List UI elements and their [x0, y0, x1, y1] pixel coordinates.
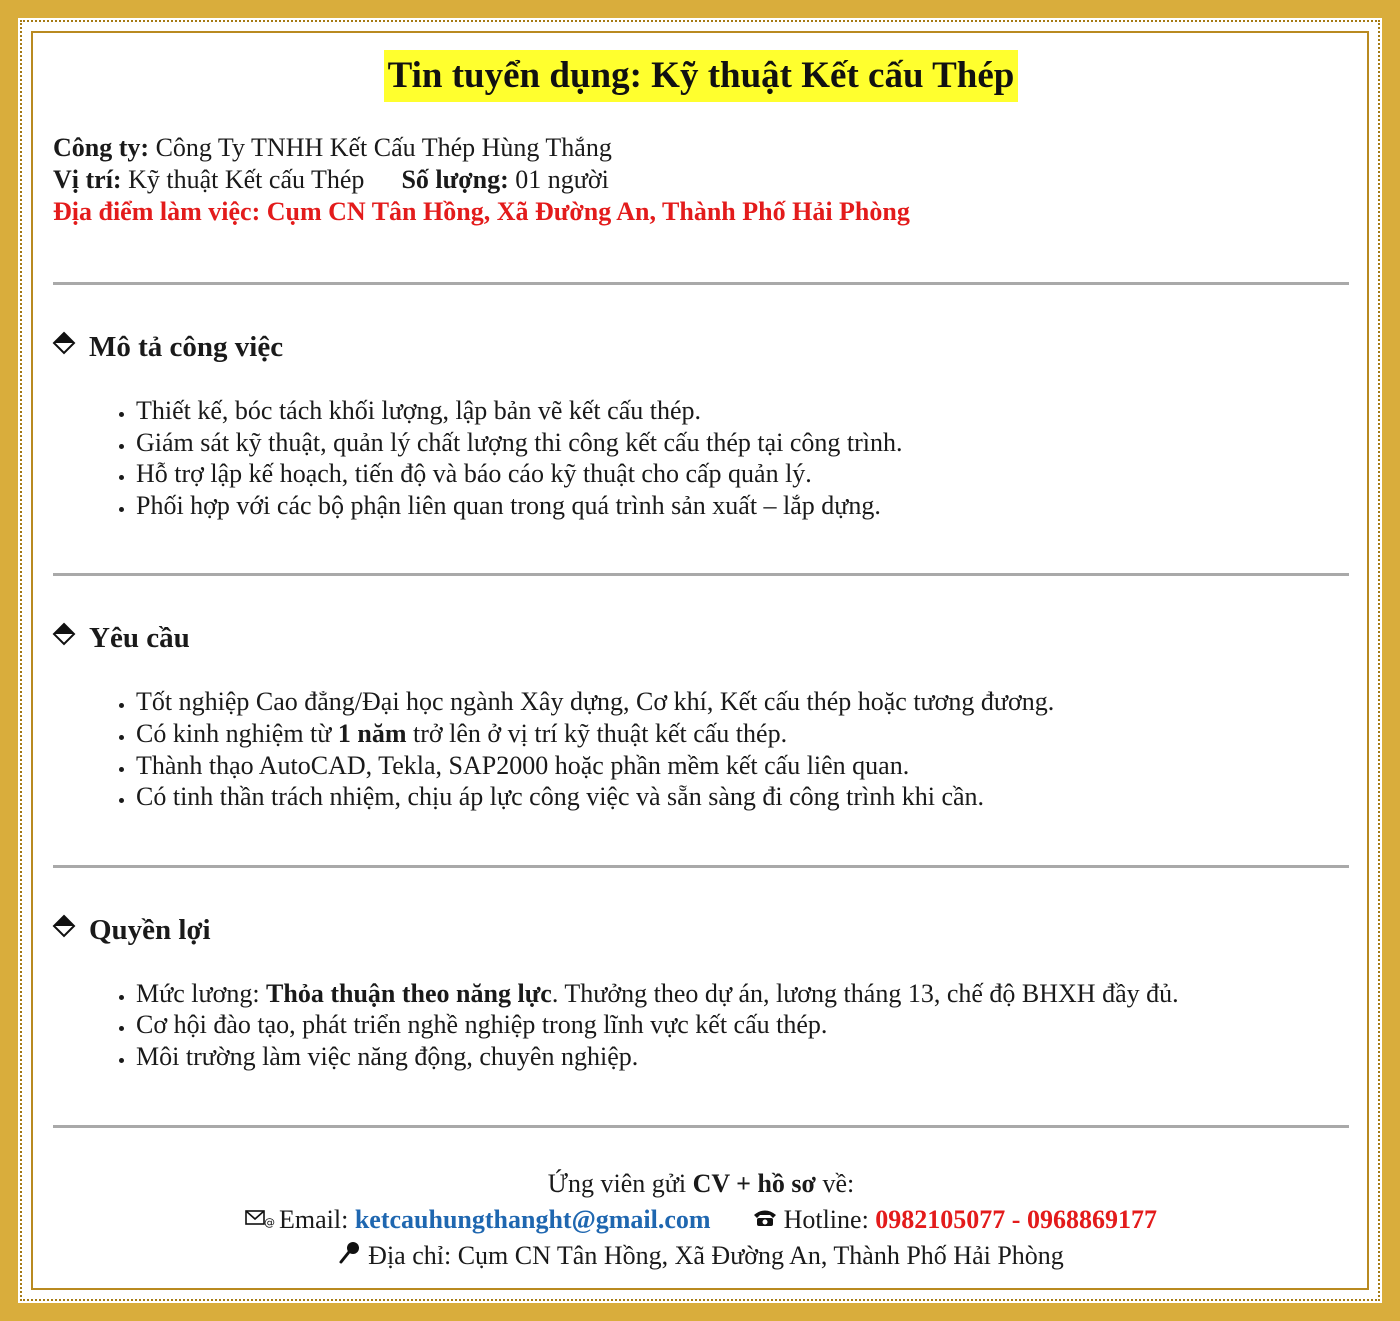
address-line: [53, 1238, 1349, 1274]
list-item: • Môi trường làm việc năng động, chuyên nghiệp.: [136, 1041, 1349, 1073]
list-item: [136, 718, 1349, 750]
section-title-text: Quyền lợi: [89, 913, 211, 946]
job-posting: [53, 50, 1349, 1274]
list-item: • Thành thạo AutoCAD, Tekla, SAP2000 hoặc phần mềm kết cấu liên quan.: [136, 750, 1349, 782]
position-value: Kỹ thuật Kết cấu Thép: [128, 165, 365, 194]
company-label: Công ty:: [53, 133, 150, 162]
section-title-benefits: [53, 912, 1349, 948]
list-item: • Hỗ trợ lập kế hoạch, tiến độ và báo cáo kỹ thuật cho cấp quản lý.: [136, 458, 1349, 490]
diamond-bullet-icon: [53, 329, 83, 365]
quantity-value: 01 người: [515, 165, 609, 194]
work-location: Địa điểm làm việc: Cụm CN Tân Hồng, Xã Đường An, Thành Phố Hải Phòng: [53, 197, 910, 226]
list-item: • Tốt nghiệp Cao đẳng/Đại học ngành Xây dựng, Cơ khí, Kết cấu thép hoặc tương đương.: [136, 686, 1349, 718]
send-emphasis: CV + hồ sơ: [692, 1168, 816, 1198]
section-title-job-description: [53, 329, 1349, 365]
section-title-requirements: [53, 620, 1349, 656]
email-link[interactable]: ketcauhungthanght@gmail.com: [354, 1204, 711, 1234]
requirements-list: [53, 686, 1349, 812]
send-text: về:: [815, 1168, 855, 1198]
company-line: [53, 132, 1349, 164]
list-item: • Cơ hội đào tạo, phát triển nghề nghiệp trong lĩnh vực kết cấu thép.: [136, 1009, 1349, 1041]
divider: [53, 865, 1349, 868]
address-text: Địa chỉ: Cụm CN Tân Hồng, Xã Đường An, Thành Phố Hải Phòng: [368, 1240, 1064, 1270]
hotline-label: Hotline:: [783, 1204, 869, 1234]
contact-line: [53, 1202, 1349, 1238]
position-label: Vị trí:: [53, 165, 122, 194]
send-text: Ứng viên gửi: [547, 1168, 693, 1198]
benefits-list: [53, 978, 1349, 1073]
quantity-label: Số lượng:: [401, 165, 509, 194]
diamond-bullet-icon: [53, 912, 83, 948]
diamond-bullet-icon: [53, 620, 83, 656]
list-item: • Phối hợp với các bộ phận liên quan trong quá trình sản xuất – lắp dựng.: [136, 490, 1349, 522]
item-text: trở lên ở vị trí kỹ thuật kết cấu thép.: [406, 718, 788, 748]
item-emphasis: Thỏa thuận theo năng lực: [266, 978, 552, 1008]
divider: [53, 573, 1349, 576]
list-item: • Có tinh thần trách nhiệm, chịu áp lực công việc và sẵn sàng đi công trình khi cần.: [136, 781, 1349, 813]
section-title-text: Mô tả công việc: [89, 331, 284, 363]
svg-text:@: @: [264, 1215, 276, 1229]
divider: [53, 1125, 1349, 1128]
list-item: • Thiết kế, bóc tách khối lượng, lập bản vẽ kết cấu thép.: [136, 395, 1349, 427]
hotline-value[interactable]: 0982105077 - 0968869177: [875, 1204, 1157, 1234]
item-emphasis: 1 năm: [337, 718, 407, 748]
section-title-text: Yêu cầu: [89, 622, 190, 655]
item-text: . Thưởng theo dự án, lương tháng 13, chế độ BHXH đầy đủ.: [551, 978, 1179, 1008]
job-description-list: [53, 395, 1349, 521]
item-text: Mức lương:: [136, 978, 267, 1008]
email-label: Email:: [279, 1204, 349, 1234]
page-title: Tin tuyển dụng: Kỹ thuật Kết cấu Thép: [384, 50, 1019, 102]
item-text: Có kinh nghiệm từ: [136, 718, 338, 748]
contact-footer: [53, 1166, 1349, 1274]
telephone-icon: [752, 1202, 778, 1238]
company-info: [53, 132, 1349, 228]
pin-icon: [338, 1238, 362, 1274]
envelope-at-icon: [245, 1202, 276, 1238]
divider: [53, 282, 1349, 285]
position-line: [53, 164, 1349, 196]
list-item: • Giám sát kỹ thuật, quản lý chất lượng thi công kết cấu thép tại công trình.: [136, 427, 1349, 459]
list-item: [136, 978, 1349, 1010]
company-value: Công Ty TNHH Kết Cấu Thép Hùng Thắng: [155, 133, 612, 162]
send-cv-line: [53, 1166, 1349, 1202]
